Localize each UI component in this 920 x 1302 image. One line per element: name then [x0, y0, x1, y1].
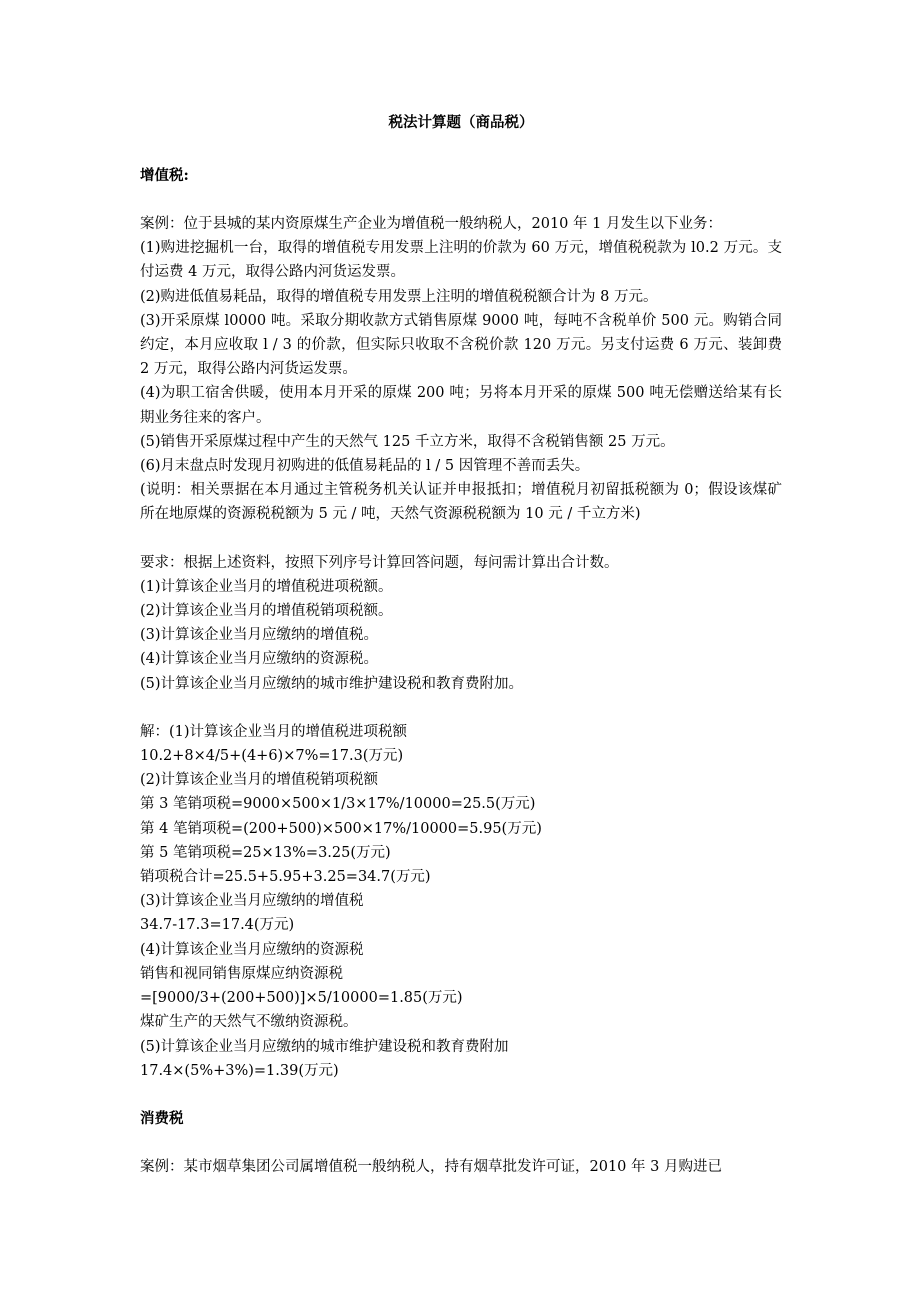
vat-case-block	[140, 212, 782, 527]
case-intro: 案例：位于县城的某内资原煤生产企业为增值税一般纳税人，2010 年 1 月发生以下业务：	[140, 216, 722, 232]
solution-line: 解：(1)计算该企业当月的增值税进项税额	[140, 723, 408, 740]
document-page	[140, 111, 782, 1179]
requirement-2: (2)计算该企业当月的增值税销项税额。	[140, 603, 393, 620]
solution-line: 第 4 笔销项税=(200+500)×500×17%/10000=5.95(万元)	[140, 820, 542, 837]
solution-line: 10.2+8×4/5+(4+6)×7%=17.3(万元)	[140, 748, 404, 765]
spacer	[140, 1131, 782, 1155]
page-title: 税法计算题（商品税）	[388, 114, 534, 131]
requirement-4: (4)计算该企业当月应缴纳的资源税。	[140, 651, 379, 668]
case-item-5: (5)销售开采原煤过程中产生的天然气 125 千立方米，取得不含税销售额 25 万元。	[140, 433, 675, 450]
case-item-2: (2)购进低值易耗品，取得的增值税专用发票上注明的增值税税额合计为 8 万元。	[140, 288, 658, 305]
case-item-1: (1)购进挖掘机一台，取得的增值税专用发票上注明的价款为 60 万元，增值税税款为 l0.2 万元。支付运费 4 万元，取得公路内河货运发票。	[140, 240, 782, 281]
solution-line: 销售和视同销售原煤应纳资源税	[140, 965, 343, 982]
case-item-4: (4)为职工宿舍供暖，使用本月开采的原煤 200 吨；另将本月开采的原煤 500 吨无偿赠送给某有长期业务往来的客户。	[140, 385, 782, 426]
solution-line: (4)计算该企业当月应缴纳的资源税	[140, 941, 364, 958]
spacer	[140, 188, 782, 212]
case-item-6: (6)月末盘点时发现月初购进的低值易耗品的 l / 5 因管理不善而丢失。	[140, 458, 590, 475]
requirement-1: (1)计算该企业当月的增值税进项税额。	[140, 578, 393, 595]
solution-line: 17.4×(5%+3%)=1.39(万元)	[140, 1062, 339, 1079]
requirement-3: (3)计算该企业当月应缴纳的增值税。	[140, 627, 379, 644]
section-heading-consumption: 消费税	[140, 1109, 184, 1127]
solution-line: (3)计算该企业当月应缴纳的增值税	[140, 893, 364, 910]
spacer	[140, 1083, 782, 1107]
requirement-5: (5)计算该企业当月应缴纳的城市维护建设税和教育费附加。	[140, 675, 524, 692]
requirements-block	[140, 551, 782, 696]
solution-line: (2)计算该企业当月的增值税销项税额	[140, 772, 379, 789]
requirements-intro: 要求：根据上述资料，按照下列序号计算回答问题，每问需计算出合计数。	[140, 554, 619, 571]
solution-block	[140, 720, 782, 1083]
spacer	[140, 527, 782, 551]
solution-line: 34.7-17.3=17.4(万元)	[140, 917, 295, 934]
solution-line: =[9000/3+(200+500)]×5/10000=1.85(万元)	[140, 990, 463, 1007]
case-note: (说明：相关票据在本月通过主管税务机关认证并申报抵扣；增值税月初留抵税额为 0；假设该煤矿所在地原煤的资源税税额为 5 元 / 吨，天然气资源税税额为 10 元 / 千立方米)	[140, 482, 782, 523]
section-heading-vat: 增值税:	[140, 167, 189, 184]
solution-line: 销项税合计=25.5+5.95+3.25=34.7(万元)	[140, 869, 431, 886]
solution-line: (5)计算该企业当月应缴纳的城市维护建设税和教育费附加	[140, 1038, 509, 1055]
spacer	[140, 696, 782, 720]
consumption-case-intro: 案例：某市烟草集团公司属增值税一般纳税人，持有烟草批发许可证，2010 年 3 月购进已	[140, 1158, 722, 1175]
solution-line: 第 3 笔销项税=9000×500×1/3×17%/10000=25.5(万元)	[140, 796, 536, 813]
solution-line: 第 5 笔销项税=25×13%=3.25(万元)	[140, 844, 391, 861]
solution-line: 煤矿生产的天然气不缴纳资源税。	[140, 1014, 358, 1031]
case-item-3: (3)开采原煤 l0000 吨。采取分期收款方式销售原煤 9000 吨，每吨不含税单价 500 元。购销合同约定，本月应收取 l / 3 的价款，但实际只收取不含税价款 120 万元。另支付运费 6 万元、装卸费 2 万元，取得公路内河货运发票。	[140, 312, 782, 378]
